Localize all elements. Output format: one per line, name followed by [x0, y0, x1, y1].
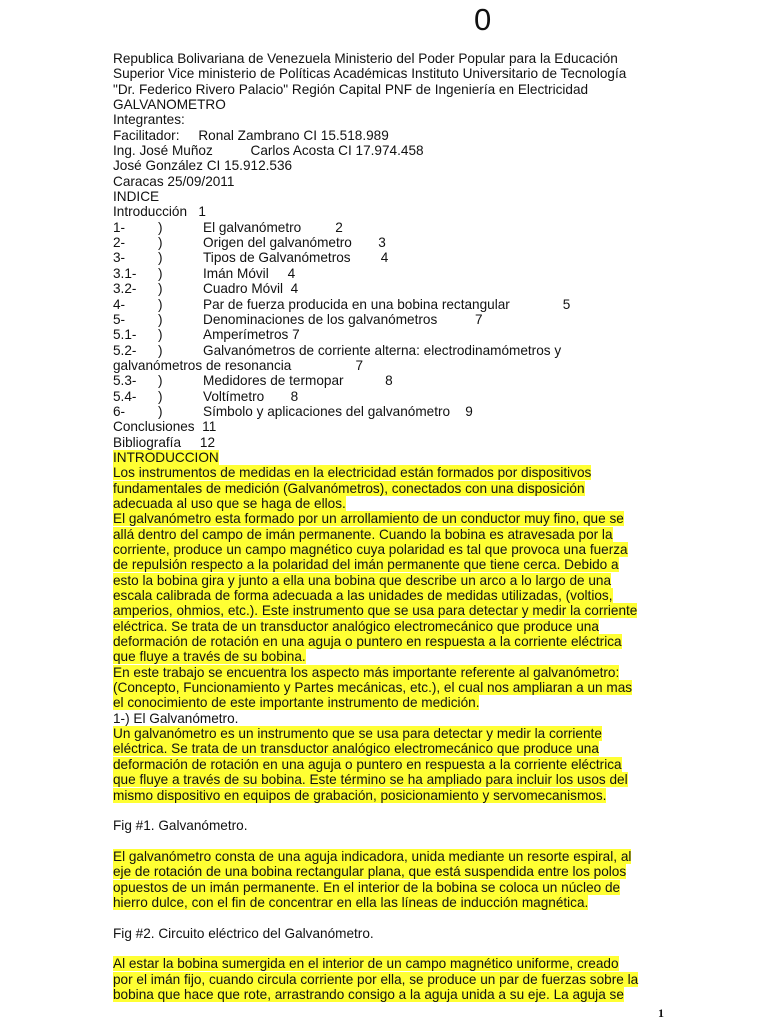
- header-line: Ing. José Muñoz Carlos Acosta CI 17.974.458: [113, 143, 424, 159]
- page-marker: 0: [474, 2, 492, 37]
- header-line: Superior Vice ministerio de Políticas Académicas Instituto Universitario de Tecnología: [113, 66, 627, 82]
- section1-p1-line: mismo dispositivo en equipos de grabación, posicionamiento y servomecanismos.: [113, 787, 607, 803]
- section1-p1-line: Un galvanómetro es un instrumento que se usa para detectar y medir la corriente: [113, 726, 602, 742]
- header-line: José González CI 15.912.536: [113, 158, 293, 174]
- section1-p2-line: eje de rotación de una bobina rectangular plana, que está suspendida entre los polos: [113, 864, 627, 880]
- toc-intro: Introducción 1: [113, 204, 206, 220]
- intro-p2-line: de repulsión respecto a la polaridad del imán permanente que tiene cerca. Debido a: [113, 557, 619, 573]
- toc-item: 2- ) Origen del galvanómetro 3: [113, 235, 386, 251]
- intro-p1-line: adecuada al uso que se haga de ellos.: [113, 495, 346, 511]
- header-line: Republica Bolivariana de Venezuela Ministerio del Poder Popular para la Educación: [113, 51, 618, 66]
- intro-p2-line: corriente, produce un campo magnético cuya polaridad es tal que provoca una fuerza: [113, 542, 628, 557]
- intro-p3-line: el conocimiento de este importante instrumento de medición.: [113, 695, 480, 711]
- intro-p2-line: esto la bobina gira y junto a ella una bobina que describe un arco a lo largo de una: [113, 572, 612, 588]
- header-line: Facilitador: Ronal Zambrano CI 15.518.989: [113, 127, 389, 143]
- toc-item: 5.1- ) Amperímetros 7: [113, 327, 300, 343]
- section1-p1-line: eléctrica. Se trata de un transductor analógico electromecánico que produce una: [113, 741, 599, 757]
- toc-item: 6- ) Símbolo y aplicaciones del galvanómetro 9: [113, 403, 473, 419]
- intro-p3-line: En este trabajo se encuentra los aspecto más importante referente al galvanómetro:: [113, 664, 620, 680]
- page-number: 1: [658, 1006, 664, 1020]
- toc-item: 3- ) Tipos de Galvanómetros 4: [113, 250, 389, 266]
- header-line: "Dr. Federico Rivero Palacio" Región Capital PNF de Ingeniería en Electricidad: [113, 81, 589, 97]
- header-line: Caracas 25/09/2011: [113, 173, 235, 189]
- toc-item: 5.2- ) Galvanómetros de corriente alterna: electrodinamómetros y: [113, 342, 562, 358]
- figure-caption: Fig #1. Galvanómetro.: [113, 818, 248, 834]
- toc-item: 5- ) Denominaciones de los galvanómetros 7: [113, 311, 483, 327]
- document-body: [113, 51, 673, 1002]
- intro-p2-line: eléctrica. Se trata de un transductor analógico electromecánico que produce una: [113, 618, 599, 634]
- section1-p2-line: opuestos de un imán permanente. En el interior de la bobina se coloca un núcleo de: [113, 879, 621, 895]
- toc-item: 3.2- ) Cuadro Móvil 4: [113, 281, 299, 297]
- toc-item: 3.1- ) Imán Móvil 4: [113, 265, 296, 281]
- intro-p2-line: deformación de rotación en una aguja o puntero en respuesta a la corriente eléctrica: [113, 634, 622, 650]
- document-title: GALVANOMETRO: [113, 97, 226, 113]
- section1-p2-line: hierro dulce, con el fin de concentrar en ella las líneas de inducción magnética.: [113, 894, 589, 910]
- toc-item: 5.4- ) Voltímetro 8: [113, 388, 299, 404]
- section1-p2-line: El galvanómetro consta de una aguja indicadora, unida mediante un resorte espiral, al: [113, 848, 632, 864]
- index-heading: INDICE: [113, 189, 160, 205]
- intro-p3-line: (Concepto, Funcionamiento y Partes mecánicas, etc.), el cual nos ampliaran a un mas: [113, 680, 633, 696]
- section1-p1-line: deformación de rotación en una aguja o puntero en respuesta a la corriente eléctrica: [113, 756, 622, 772]
- section1-p3-line: por el imán fijo, cuando circula corriente por ella, se produce un par de fuerzas sobre la: [113, 971, 639, 987]
- intro-p2-line: amperios, ohmios, etc.). Este instrumento que se usa para detectar y medir la corriente: [113, 603, 638, 619]
- intro-p2-line: que fluye a través de su bobina.: [113, 649, 306, 665]
- figure-caption: Fig #2. Circuito eléctrico del Galvanómetro.: [113, 925, 374, 941]
- section1-p3-line: Al estar la bobina sumergida en el interior de un campo magnético uniforme, creado: [113, 956, 619, 972]
- toc-bibliography: Bibliografía 12: [113, 434, 216, 450]
- intro-p2-line: El galvanómetro esta formado por un arrollamiento de un conductor muy fino, que se: [113, 511, 624, 527]
- toc-item-wrap: galvanómetros de resonancia 7: [113, 357, 364, 373]
- toc-conclusions: Conclusiones 11: [113, 419, 217, 435]
- section1-p1-line: que fluye a través de su bobina. Este término se ha ampliado para incluir los usos del: [113, 772, 628, 788]
- intro-p2-line: allá dentro del campo de imán permanente. Cuando la bobina es atravesada por la: [113, 526, 613, 542]
- header-line: Integrantes:: [113, 112, 185, 128]
- intro-p1-line: fundamentales de medición (Galvanómetros), conectados con una disposición: [113, 480, 585, 496]
- section1-p3-line: bobina que hace que rote, arrastrando consigo a la aguja unida a su eje. La aguja se: [113, 986, 624, 1002]
- toc-item: 1- ) El galvanómetro 2: [113, 219, 343, 235]
- toc-item: 4- ) Par de fuerza producida en una bobina rectangular 5: [113, 296, 571, 312]
- toc-item: 5.3- ) Medidores de termopar 8: [113, 373, 393, 389]
- intro-p1-line: Los instrumentos de medidas en la electricidad están formados por dispositivos: [113, 465, 592, 481]
- intro-heading: INTRODUCCION: [113, 449, 219, 465]
- intro-p2-line: escala calibrada de forma adecuada a las unidades de medidas utilizadas, (voltios,: [113, 588, 613, 604]
- section-heading: 1-) El Galvanómetro.: [113, 710, 239, 726]
